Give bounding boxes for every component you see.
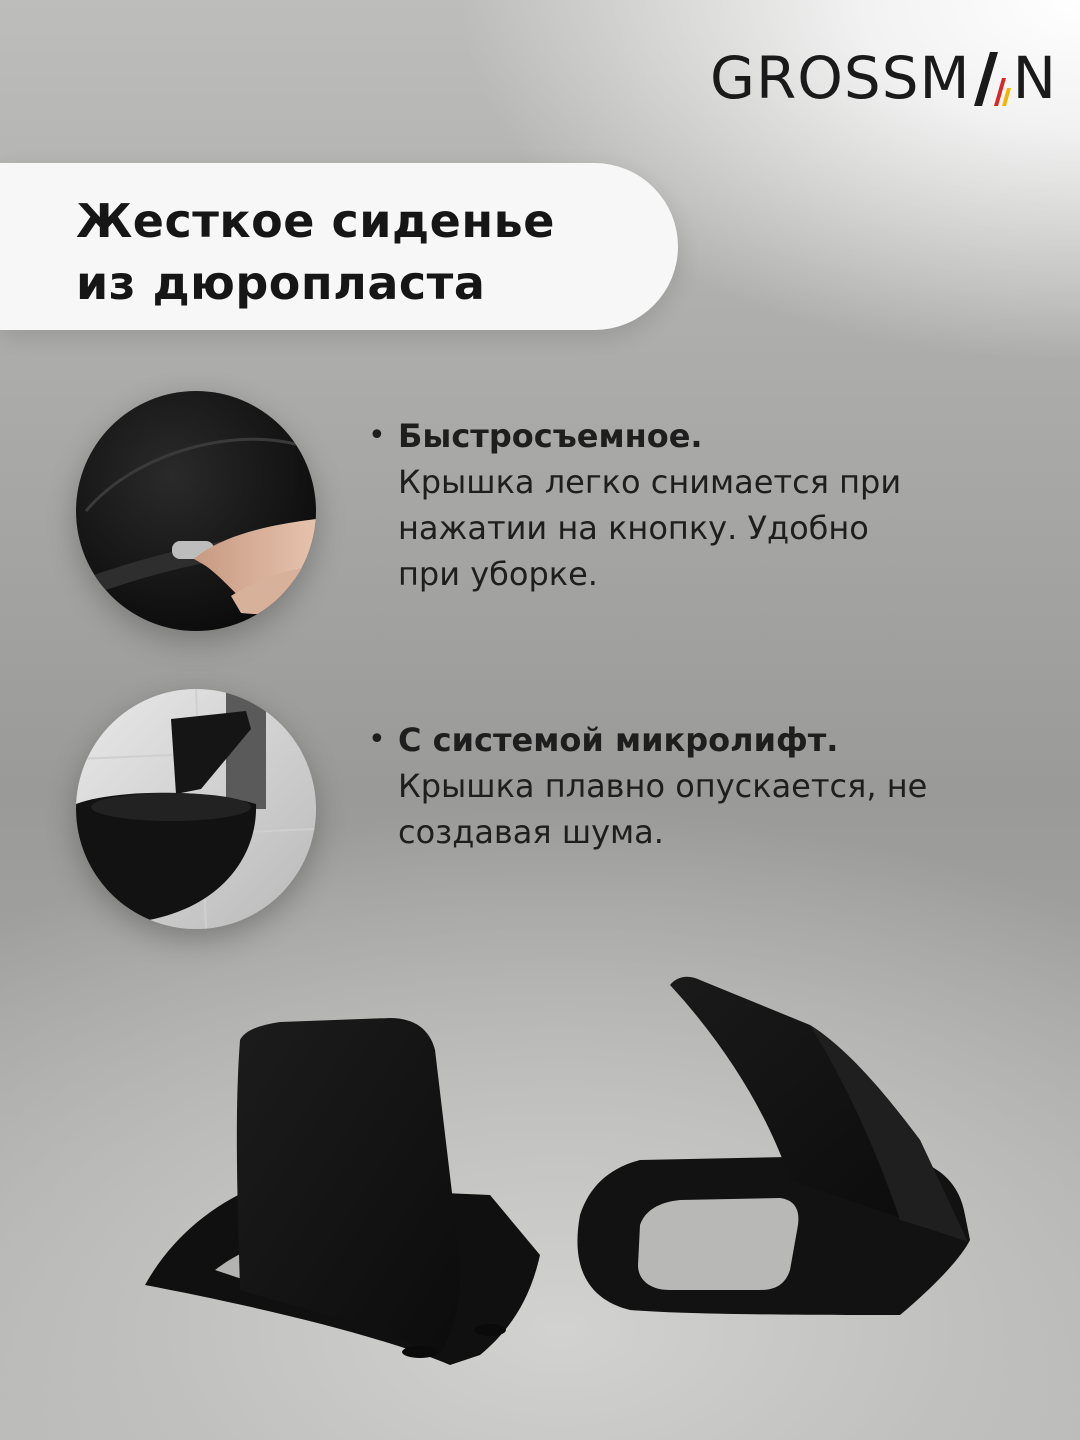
brand-logo-a-mark-icon — [972, 48, 1012, 108]
feature-text: Крышка плавно опускается, не создавая шума. — [398, 767, 928, 851]
brand-logo — [710, 46, 1057, 110]
feature-quick-release — [368, 413, 928, 597]
bullet-icon: • — [368, 722, 386, 757]
toilet-seats-product-image — [130, 970, 990, 1410]
feature-heading: С системой микролифт. — [398, 721, 839, 759]
page-title-line-1: Жесткое сиденье — [76, 194, 555, 248]
feature-text: Крышка легко снимается при нажатии на кнопку. Удобно при уборке. — [398, 463, 902, 593]
soft-close-toilet-photo-icon — [76, 689, 316, 929]
page-title — [76, 190, 656, 314]
seat-right-icon — [577, 977, 970, 1315]
bullet-icon: • — [368, 418, 386, 453]
page-title-line-2: из дюропласта — [76, 256, 486, 310]
feature-soft-close — [368, 717, 928, 855]
seat-left-icon — [145, 1018, 540, 1365]
brand-logo-suffix: N — [1012, 44, 1057, 112]
release-button-photo-icon — [76, 391, 316, 631]
feature-heading: Быстросъемное. — [398, 417, 703, 455]
brand-logo-prefix: GROSSM — [710, 44, 971, 112]
